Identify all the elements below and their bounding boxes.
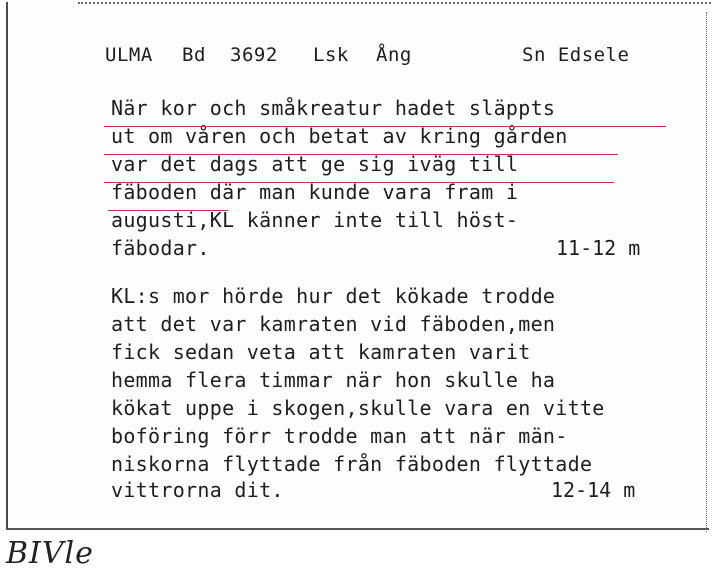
entry-2-line-4: hemma flera timmar när hon skulle ha <box>111 368 556 392</box>
record-number: 3692 <box>230 44 278 66</box>
entry-1-line-2: ut om våren och betat av kring gården <box>111 124 568 148</box>
index-card <box>6 2 709 530</box>
entry-2-line-5: kökat uppe i skogen,skulle vara en vitte <box>111 396 605 420</box>
archive-code: ULMA <box>105 44 153 66</box>
entry-2-line-3: fick sedan veta att kamraten varit <box>111 340 531 364</box>
entry-1-line-1: När kor och småkreatur hadet släppts <box>111 96 556 120</box>
parish-name: Sn Edsele <box>522 44 630 66</box>
underline-1 <box>104 126 666 127</box>
entry-2-page-ref: 12-14 m <box>551 478 636 502</box>
entry-1-line-5: augusti,KL känner inte till höst- <box>111 208 519 232</box>
underline-3 <box>104 182 614 183</box>
card-top-edge <box>78 2 713 8</box>
entry-1-line-6: fäbodar. <box>111 236 210 260</box>
underline-2 <box>104 154 618 155</box>
entry-2-line-7: niskorna flyttade från fäboden flyttade <box>111 452 593 476</box>
entry-1-line-3: var det dags att ge sig iväg till <box>111 152 519 176</box>
underline-4 <box>108 210 228 211</box>
district-code: Ång <box>376 44 412 66</box>
entry-1-line-4: fäboden där man kunde vara fram i <box>111 180 519 204</box>
card-right-edge <box>704 12 707 532</box>
handwritten-signature: BIVle <box>6 536 94 571</box>
entry-2-line-8: vittrorna dit. <box>111 478 284 502</box>
volume-label: Bd <box>182 44 206 66</box>
entry-1-page-ref: 11-12 m <box>556 236 641 260</box>
entry-2-line-6: boföring förr trodde man att när män- <box>111 424 568 448</box>
entry-2-line-1: KL:s mor hörde hur det kökade trodde <box>111 284 556 308</box>
entry-2-line-2: att det var kamraten vid fäboden,men <box>111 312 556 336</box>
collector-code: Lsk <box>313 44 349 66</box>
